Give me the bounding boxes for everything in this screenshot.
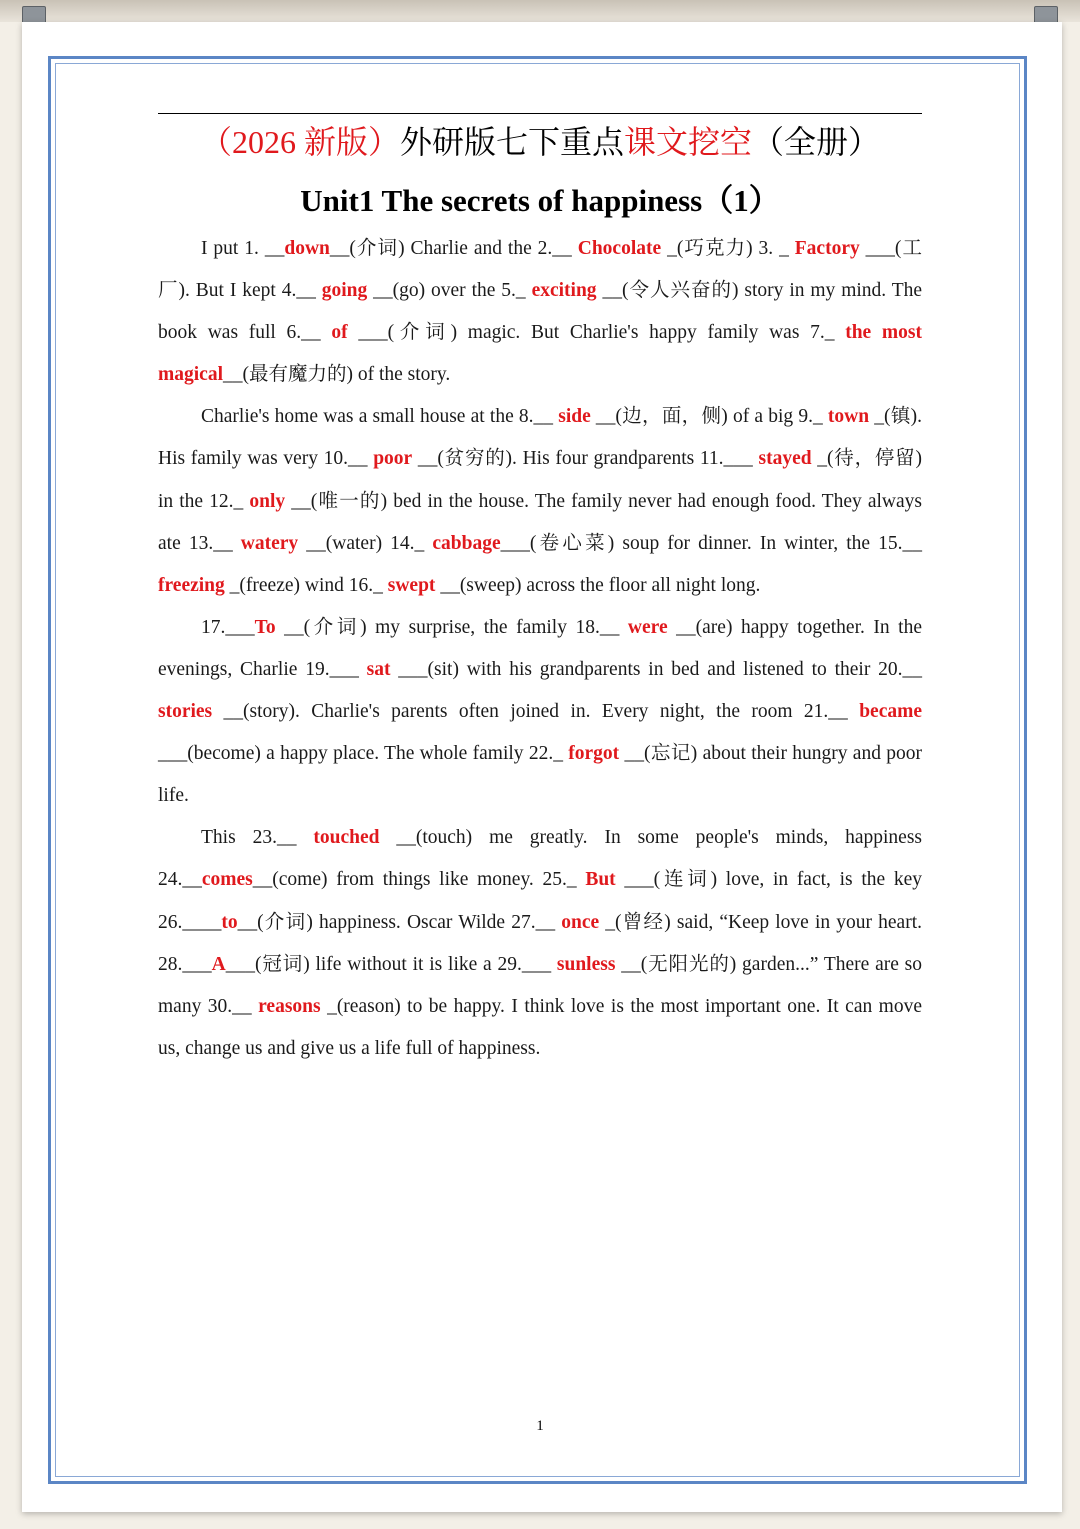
answer-word: watery	[240, 532, 299, 554]
passage-text: __(忘记) about their hungry and poor life.	[158, 743, 922, 807]
answer-word: town	[827, 406, 870, 428]
answer-word: once	[561, 911, 600, 933]
passage-text: __(story). Charlie's parents often joined in. Every night, the room 21.__	[212, 701, 860, 723]
answer-word: Chocolate	[577, 238, 662, 259]
answer-word: A	[211, 953, 226, 975]
answer-word: became	[859, 701, 922, 723]
paragraph	[158, 228, 922, 396]
passage-text: __(介词) happiness. Oscar Wilde 27.__	[237, 911, 562, 933]
passage-text: __(come) from things like money. 25._	[252, 869, 586, 891]
answer-word: exciting	[531, 280, 597, 302]
answer-word: stayed	[758, 448, 812, 470]
passage-text: __(贫穷的). His four grandparents 11.___	[412, 448, 759, 470]
paragraph	[158, 396, 922, 606]
answer-word: cabbage	[432, 532, 501, 554]
passage-text: _(曾经) said, “Keep love in your heart. 28.___	[158, 911, 922, 975]
passage-text: ___(连词) love, in fact, is the key 26.____	[158, 869, 922, 933]
answer-word: to	[221, 911, 238, 933]
passage-text: ___(介词) magic. But Charlie's happy family was 7._	[347, 322, 846, 344]
passage-text: __(touch) me greatly. In some people's minds, happiness 24.__	[158, 827, 922, 891]
answer-word: reasons	[258, 995, 321, 1017]
passage-text: _(reason) to be happy. I think love is the most important one. It can move us, change us and give us a life full of happiness.	[158, 995, 923, 1059]
answer-word: only	[249, 490, 286, 512]
passage-text: __(最有魔力的) of the story.	[222, 364, 451, 386]
answer-word: stories	[158, 701, 213, 723]
passage-text: __(令人兴奋的) story in my mind. The book was full 6.__	[158, 280, 923, 344]
page-number: 1	[536, 1418, 544, 1434]
passage-text: ___(sit) with his grandparents in bed and listened to their 20.__	[390, 658, 922, 680]
passage-text: I put 1. __	[201, 238, 285, 259]
passage-text: __(介词) my surprise, the family 18.__	[275, 616, 628, 638]
title-topic: 课文挖空	[624, 124, 753, 160]
unit-title: Unit1 The secrets of happiness（1）	[300, 183, 780, 218]
passage-text: Charlie's home was a small house at the 8.__	[201, 406, 559, 428]
answer-word: freezing	[158, 574, 225, 596]
passage-text: _(巧克力) 3. _	[661, 238, 795, 259]
title-edition: （2026 新版）	[199, 124, 400, 160]
title-scope: （全册）	[752, 124, 881, 160]
answer-word: Factory	[794, 238, 860, 259]
passage-text: __(唯一的) bed in the house. The family never had enough food. They always ate 13.__	[158, 490, 922, 554]
passage-text: __(边，面，侧) of a big 9._	[590, 406, 828, 428]
passage-text: This 23.__	[201, 827, 314, 849]
passage-text: __(are) happy together. In the evenings, Charlie 19.___	[158, 616, 922, 680]
passage-text: __(无阳光的) garden...” There are so many 30.__	[158, 953, 922, 1017]
answer-word: side	[558, 406, 591, 428]
passage-text: ___(工厂). But I kept 4.__	[158, 238, 922, 302]
title-publisher: 外研版七下重点	[399, 124, 624, 160]
passage-text: _(待，停留) in the 12._	[158, 448, 922, 512]
exercise-text	[158, 228, 922, 1070]
passage-text: __(介词) Charlie and the 2.__	[329, 238, 578, 259]
passage-text: __(go) over the 5._	[367, 280, 532, 302]
answer-word: sat	[366, 658, 391, 680]
paragraph	[158, 817, 922, 1070]
answer-word: were	[627, 616, 668, 638]
passage-text: _(镇). His family was very 10.__	[158, 406, 922, 470]
answer-word: forgot	[568, 743, 620, 765]
answer-word: of	[331, 322, 348, 344]
answer-word: comes	[201, 869, 253, 891]
answer-word: down	[284, 238, 330, 259]
header-rule	[158, 113, 922, 114]
answer-word: To	[254, 616, 276, 638]
answer-word: the most magical	[158, 322, 922, 386]
answer-word: touched	[313, 827, 380, 849]
passage-text: ___(become) a happy place. The whole family 22._	[158, 743, 569, 765]
page-title	[158, 120, 922, 164]
paragraph	[158, 607, 922, 817]
answer-word: going	[321, 280, 368, 302]
passage-text: _(freeze) wind 16._	[224, 574, 388, 596]
answer-word: swept	[387, 574, 436, 596]
passage-text: 17.___	[201, 616, 255, 638]
answer-word: sunless	[556, 953, 616, 975]
passage-text: __(sweep) across the floor all night long.	[435, 574, 761, 596]
top-strip	[0, 0, 1080, 22]
passage-text: ___(卷心菜) soup for dinner. In winter, the 15.__	[500, 532, 923, 554]
passage-text: __(water) 14._	[298, 532, 433, 554]
passage-text: ___(冠词) life without it is like a 29.___	[225, 953, 557, 975]
answer-word: But	[585, 869, 616, 891]
answer-word: poor	[373, 448, 413, 470]
